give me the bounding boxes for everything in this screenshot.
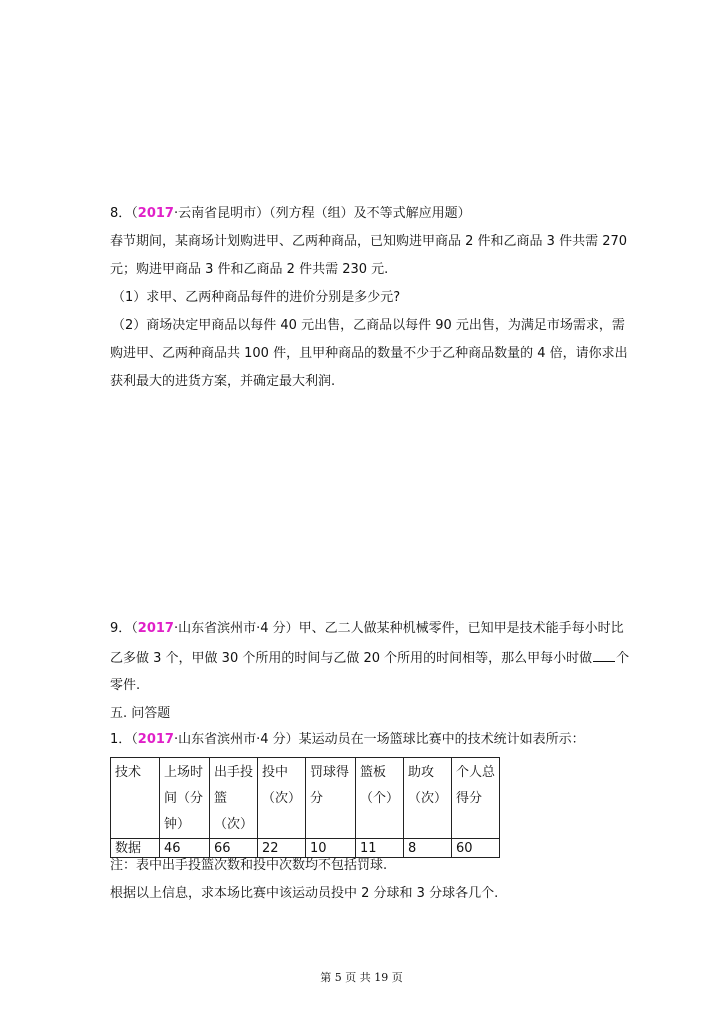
q8-line-1: 春节期间，某商场计划购进甲、乙两种商品，已知购进甲商品 2 件和乙商品 3 件共需 270 (110, 234, 628, 249)
qa1-heading: 1．（2017·山东省滨州市·4 分）某运动员在一场篮球比赛中的技术统计如表所示： (110, 732, 585, 747)
table-cell: 8 (404, 839, 452, 858)
answer-blank[interactable] (593, 649, 615, 662)
q9-year: 2017 (137, 621, 174, 636)
table-header-cell: 投中（次） (258, 758, 306, 839)
q8-heading: 8．（2017·云南省昆明市）（列方程（组）及不等式解应用题） (110, 206, 471, 221)
q8-part2-line3: 获利最大的进货方案，并确定最大利润. (110, 374, 336, 389)
table-cell: 11 (356, 839, 404, 858)
table-cell: 22 (258, 839, 306, 858)
table-header-cell: 罚球得分 (306, 758, 356, 839)
table-cell: 60 (452, 839, 500, 858)
table-row-label: 数据 (111, 839, 160, 858)
table-header-row (111, 758, 500, 839)
qa1-question: 根据以上信息，求本场比赛中该运动员投中 2 分球和 3 分球各几个. (110, 886, 499, 901)
table-cell: 66 (210, 839, 258, 858)
table-cell: 46 (160, 839, 210, 858)
table-header-cell: 出手投篮（次） (210, 758, 258, 839)
table-header-cell: 篮板（个） (356, 758, 404, 839)
q9-heading: 9．（2017·山东省滨州市·4 分）甲、乙二人做某种机械零件，已知甲是技术能手每小时比 (110, 621, 624, 636)
q9-line-2: 乙多做 3 个，甲做 30 个所用的时间与乙做 20 个所用的时间相等，那么甲每小时做 个 (110, 651, 630, 666)
q8-part1: （1）求甲、乙两种商品每件的进价分别是多少元? (112, 290, 401, 305)
table-data-row (111, 839, 500, 858)
q9-line-3: 零件. (110, 678, 141, 693)
table-cell: 10 (306, 839, 356, 858)
stats-table (110, 757, 500, 858)
section-title: 五. 问答题 (110, 706, 171, 721)
q8-line-2: 元；购进甲商品 3 件和乙商品 2 件共需 230 元. (110, 262, 389, 277)
q8-part2-line1: （2）商场决定甲商品以每件 40 元出售，乙商品以每件 90 元出售，为满足市场需求，需 (112, 318, 625, 333)
table-header-cell: 上场时间（分钟） (160, 758, 210, 839)
q8-year: 2017 (137, 206, 174, 221)
table-header-cell: 助攻（次） (404, 758, 452, 839)
table-header-cell: 技术 (111, 758, 160, 839)
table-note: 注：表中出手投篮次数和投中次数均不包括罚球. (110, 858, 388, 873)
table-header-cell: 个人总得分 (452, 758, 500, 839)
qa1-year: 2017 (137, 732, 174, 747)
q8-part2-line2: 购进甲、乙两种商品共 100 件，且甲种商品的数量不少于乙种商品数量的 4 倍，请你求出 (110, 346, 628, 361)
page-footer: 第 5 页 共 19 页 (320, 971, 403, 984)
